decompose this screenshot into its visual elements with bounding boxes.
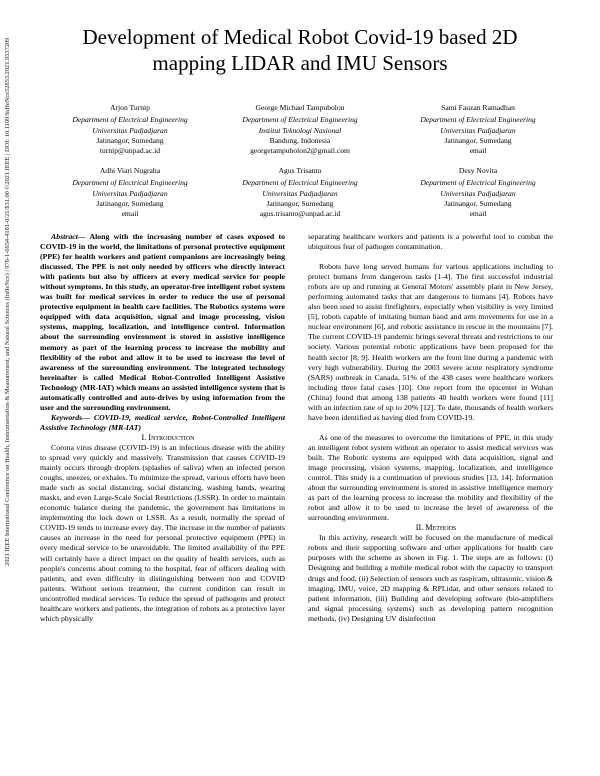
author-name: Desy Novita — [458, 166, 498, 175]
keywords-text: — COVID-19, medical service, Robot-Controlled Intelligent Assistive Technology (MR-IAT) — [40, 412, 285, 432]
keywords-label: Keywords — [51, 412, 83, 422]
title-line-2: mapping LIDAR and IMU Sensors — [152, 51, 448, 75]
author-dept: Department of Electrical Engineering — [72, 178, 188, 188]
author-email: agus.trisanto@unpad.ac.id — [259, 209, 341, 219]
author-name: Agus Trisanto — [278, 166, 322, 175]
section-heading-methods: II. Methods — [415, 523, 457, 533]
abstract-text: — Along with the increasing number of cases exposed to COVID-19 in the world, the limitations of personal protective equipment (PPE) for health workers and patient companions are increasingly being discussed. The PPE is not only needed by officers who directly interact with patients but also by officers at every medical service for people without symptoms. In this study, an operator-free intelligent robot system was built for medical services in order to reduce the use of personal protective equipment in health care facilities. The Robotics systems were equipped with data acquisition, signal and image processing, vision systems, mapping, localization, and intelligence control. Information about the surrounding environment is stored in assistive intelligence memory as part of the learning process to increase the mobility and flexibility of the robot and allow it to be used to increase the level of awareness of the surrounding environment. The integrated technology hereinafter is called Medical Robot-Controlled Intelligent Assistive Technology (MR-IAT) which means an assisted intelligence system that is automatically controlled and auto-drives by using information from the user and the surrounding environment. — [40, 232, 285, 412]
keywords — [40, 413, 285, 433]
title-line-1: Development of Medical Robot Covid-19 based 2D — [82, 25, 518, 49]
author-city: Jatinangor, Sumedang — [96, 135, 164, 145]
author-dept: Department of Electrical Engineering — [242, 115, 358, 125]
author-name: Adhi Viari Nugraha — [99, 166, 161, 175]
author-2 — [220, 103, 380, 156]
methods-paragraph: In this activity, research will be focused on the manufacture of medical robots and their supporting software and other applications for health care purposes with the scheme as shown in Fig. 1. The steps are as follows: (i) Designing and building a mobile medical robot with the capacity to transport drugs and food, (ii) Selection of sensors such as raspicam, ultrasonic, vision & imaging, IMU, voice, 2D mapping & RPLidar, and other sensors related to patient information, (iii) Building and developing software (bio-amplifiers and signal processing systems) such as developing pattern recognition methods, (iv) Designing UV disinfection — [308, 533, 553, 623]
author-city: Jatinangor, Sumedang — [444, 135, 512, 145]
author-dept: Department of Electrical Engineering — [420, 115, 536, 125]
conference-sidebar: 2021 IEEE International Conference on Health, Instrumentation & Measurement, and Natural Sciences (InHeNce) | 978-1-6654-4181-0/21/$31.00 ©2021 IEEE | DOI: 10.1109/InHeNce52833.2021.9537209 — [4, 37, 11, 566]
paper-title — [40, 24, 560, 76]
author-inst: Universitas Padjadjaran — [262, 188, 338, 198]
author-email: email — [469, 209, 487, 219]
author-city: Jatinangor, Sumedang — [444, 198, 512, 208]
author-email: email — [121, 209, 139, 219]
intro-paragraph: Corona virus disease (COVID-19) is an infectious disease with the ability to spread very quickly and massively. Transmission that causes COVID-19 mainly occurs through droplets (splashes of saliva) when an infected person coughs, sneezes, or exhales. To minimize the spread, various efforts have been made such as social distancing, social distancing, washing hands, wearing masks, and even Large-Scale Social Restrictions (LSSR). In order to maintain economic balance during the pandemic, the government has limitations in implementing the lock down or LSSR. As a result, normally the spread of COVID-19 tends to increase every day. The increase in the number of patients causes an increase in the need for personal protective equipment (PPE) in every medical service to be unavoidable. The limited availability of the PPE will certainly have a direct impact on the quality of health services, such as people's concerns about coming to the hospital, fear of officers dealing with patients, and even difficulty in distinguishing between non and COVID patients. Without serious treatment, the current condition can result in uncontrolled medical services. To reduce the spread of pathogens and protect healthcare workers and patients, the integration of robots as a protective layer which physically — [40, 442, 285, 623]
author-1 — [50, 103, 210, 156]
author-name: Arjon Turnip — [110, 103, 150, 112]
abstract — [40, 232, 285, 413]
intro-paragraph-measures: As one of the measures to overcome the limitations of PPE, in this study an intelligent robot system without an operator to assist medical services was built. The Robotic systems are equipped with data acquisition, signal and image processing, vision systems, mapping, localization, and intelligence control. This study is a continuation of previous studies [13, 14]. Information about the surrounding environment is stored in assistive intelligence memory as part of the learning process to increase the mobility and flexibility of the robot and allow it to be used to increase the level of awareness of the surrounding environment. — [308, 432, 553, 523]
author-dept: Department of Electrical Engineering — [420, 178, 536, 188]
author-dept: Department of Electrical Engineering — [242, 178, 358, 188]
author-3 — [398, 103, 558, 156]
intro-paragraph-robots: Robots have long served humans for various applications including to protect humans from dangerous tasks [1-4]. The first successful industrial robots are up and running at General Motors' assembly plant in New Jersey, performing automated tasks that are dangerous to humans [4]. Robots have also been used to assist firefighters, especially when visibility is very limited [5], robots capable of imitating human hand and arm movements for use in a nuclear environment [6], and robotic assistance in rescue in the mountains [7]. The current COVID-19 pandemic brings several threats and restrictions to our society. Various potential robotic applications have been proposed for the health sector [8, 9]. Health workers are the front line during a pandemic with very high vulnerability. During the 2003 severe acute respiratory syndrome (SARS) outbreak in Canada, 51% of the 438 cases were healthcare workers including three fatal cases [10]. One report from the epicenter in Wuhan (China) found that among 138 patients 40 health workers were found [11] with an infection rate of up to 20% [12]. To date, thousands of health workers have been identified as having died from COVID-19. — [308, 262, 553, 422]
author-inst: Universitas Padjadjaran — [92, 188, 168, 198]
author-4 — [50, 166, 210, 219]
author-email: georgetampubolon2@gmail.com — [250, 146, 350, 156]
author-inst: Universitas Padjadjaran — [440, 125, 516, 135]
author-email: email — [469, 146, 487, 156]
author-city: Jatinangor, Sumedang — [266, 198, 334, 208]
author-5 — [220, 166, 380, 219]
author-name: Sami Fauzan Ramadhan — [441, 103, 515, 112]
section-heading-introduction: I. Introduction — [141, 432, 195, 442]
right-column — [308, 232, 553, 624]
abstract-label: Abstract — [51, 232, 78, 241]
author-inst: Institut Teknologi Nasional — [258, 125, 342, 135]
author-city: Jatinangor, Sumedang — [96, 198, 164, 208]
author-6 — [398, 166, 558, 219]
author-email: turnip@unpad.ac.id — [99, 146, 161, 156]
author-inst: Universitas Padjadjaran — [440, 188, 516, 198]
author-inst: Universitas Padjadjaran — [92, 125, 168, 135]
intro-continued: separating healthcare workers and patients is a powerful tool to combat the ubiquitous fear of pathogen contamination. — [308, 232, 553, 252]
author-name: George Michael Tampubolon — [255, 103, 345, 112]
author-dept: Department of Electrical Engineering — [72, 115, 188, 125]
left-column — [40, 232, 285, 624]
author-city: Bandung, Indonesia — [269, 135, 331, 145]
